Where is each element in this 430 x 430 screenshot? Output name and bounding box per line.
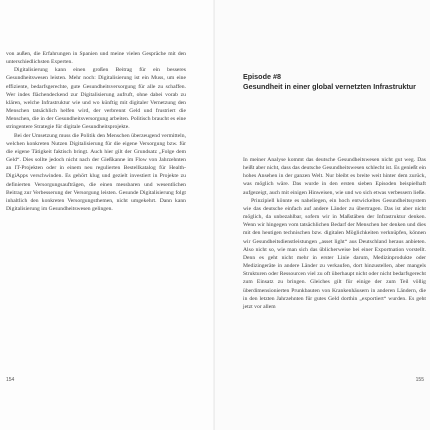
left-page-body <box>6 50 186 213</box>
left-paragraph-3: Bei der Umsetzung muss die Politik den Menschen überzeugend vermitteln, welchen konkreten Nutzen Digitalisierung für die eigene Versorgung bzw. für die eigene Tätigkeit faktisch bringt. Auch hier gilt der Grundsatz „Folge dem Geld“. Dies sollte jedoch nicht nach der Gießkanne im Flow von Jahrzehnten an IT-Projekten oder in einem neu regulierten Bestellkatalog für Health-DigiApps verschwinden. Es gehört klug und gezielt investiert in Projekte zu definierten Versorgungsaufträgen, die einen messbaren und wesentlichen Beitrag zur Verbesserung der Versorgung leisten. Gesunde Digitalisierung folgt inhaltlich den konkreten Versorgungsthemen, nicht umgekehrt. Dann kann Digitalisierung im Gesundheitswesen gelingen. <box>6 132 186 212</box>
right-page-body <box>243 156 426 311</box>
right-page-number: 155 <box>415 377 424 383</box>
episode-heading <box>243 72 423 92</box>
right-paragraph-2: Prinzipiell könnte es naheliegen, ein hoch entwickeltes Gesundheitssystem wie das deutsche einfach auf andere Länder zu übertragen. Das ist aber nicht möglich, da unbezahlbar, sofern wir in Maßstäben der Infrastruktur denken. Wenn wir hingegen vom tatsächlichen Bedarf der Menschen her denken und dies mit den heutigen technischen bzw. digitalen Möglichkeiten verknüpfen, können wir Gesundheitsdienstleistungen „asset light“ aus Deutschland heraus anbieten. Also nicht so, wie man sich das üblicherweise bei einer Exportnation vorstellt. Denn es geht nicht mehr in erster Linie darum, Medizinprodukte oder Medizingeräte in andere Länder zu verkaufen, dort hinzustellen, aber mangels Strukturen oder Ressourcen viel zu oft überhaupt nicht oder nicht bedarfsgerecht zum Einsatz zu bringen. Gleiches gilt für einige der zum Teil völlig überdimensionierten Prunkbauten von Krankenhäusern in anderen Ländern, die in den letzten Jahrzehnten für gutes Geld dorthin „exportiert“ wurden. Es geht jetzt vor allem <box>243 197 426 310</box>
episode-label: Episode #8 <box>243 72 281 81</box>
left-paragraph-2: Digitalisierung kann einen großen Beitrag für ein besseres Gesundheitswesen leisten. Mehr noch: Digitalisierung ist ein Muss, um eine effiziente, bedarfsgerechte, gute Gesundheitsversorgung für alle zu schaffen. Wer indes flächendeckend zur Digitalisierung aufruft, ohne dabei vorab zu klären, welche Infrastruktur wie und wo künftig mit digitaler Vernetzung den Menschen tatsächlich helfen wird, der verbrennt Geld und frustriert die Menschen, die in der Gesundheitsversorgung arbeiten. Politisch braucht es eine stringentere Strategie für digitale Gesundheitsprojekte. <box>6 67 186 131</box>
right-page <box>215 0 430 430</box>
left-page-number: 154 <box>6 377 15 383</box>
episode-title: Gesundheit in einer global vernetzten Infrastruktur <box>243 82 416 91</box>
left-paragraph-1: von außen, die Erfahrungen in Spanien und meine vielen Gespräche mit den unterschiedlichsten Experten. <box>6 51 186 66</box>
right-paragraph-1: In meiner Analyse kommt das deutsche Gesundheitswesen nicht gut weg. Das heißt aber nicht, dass das deutsche Gesundheitswesen schlecht ist. Es genießt ein hohes Ansehen in der ganzen Welt. Nur bleibt es breite weit hinter dem zurück, was möglich wäre. Das wurde in den ersten sieben Episoden beispielhaft aufgezeigt, auch mit einigen Hinweisen, wie und wo sich etwas verbessern ließe. <box>243 157 426 196</box>
